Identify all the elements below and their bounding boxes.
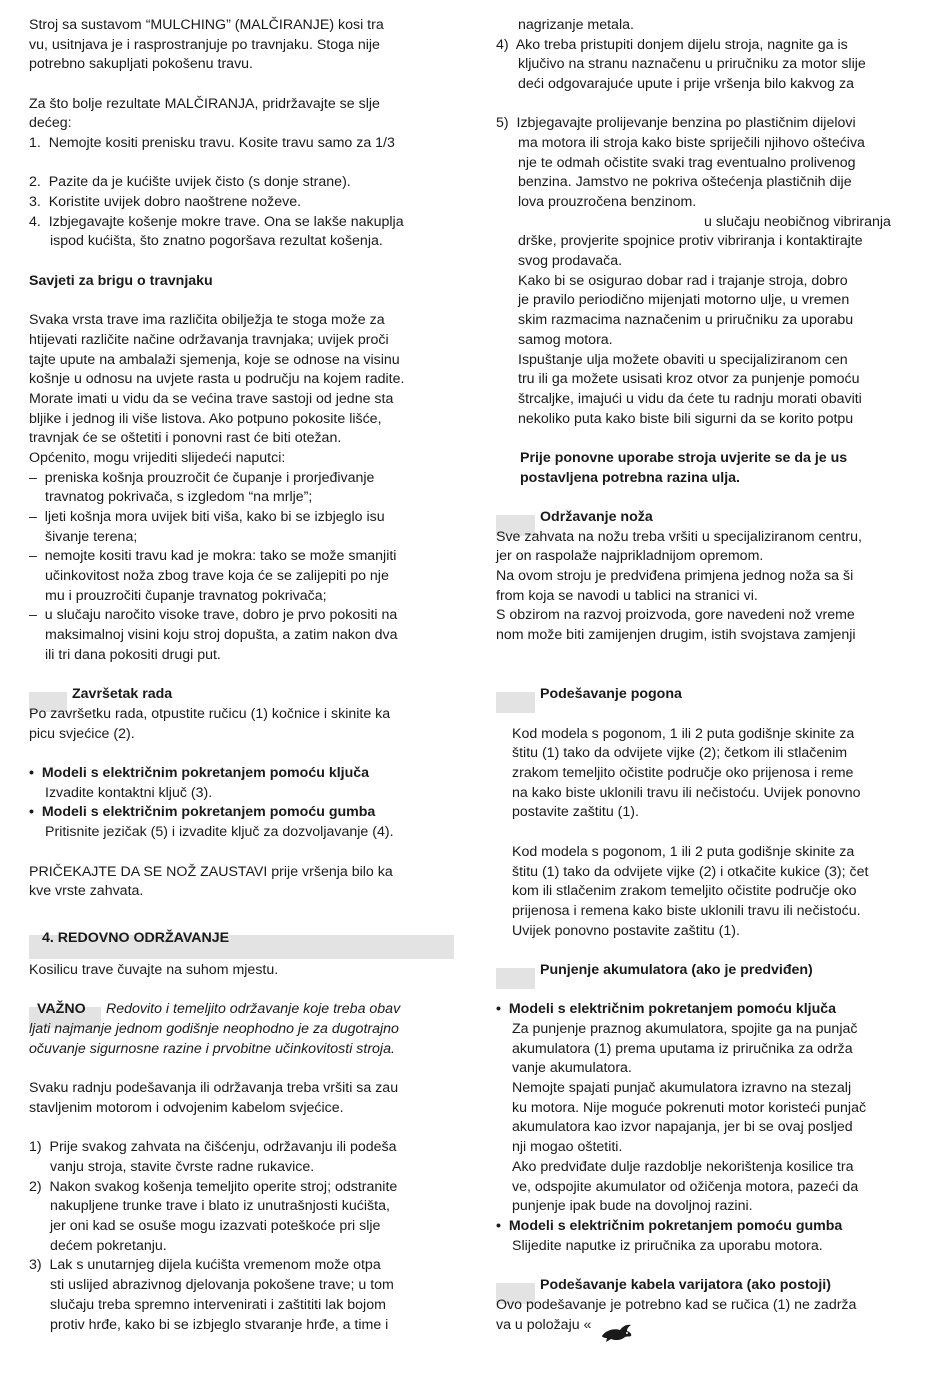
left-text-line: – u slučaju naročito visoke trave, dobro je prvo pokositi na xyxy=(29,607,398,623)
right-text-line: štitu (1) tako da odvijete vijke (2); četkom ili stlačenim xyxy=(512,745,848,761)
right-text-line: benzina. Jamstvo ne pokriva oštećenja plastičnih dije xyxy=(518,174,852,190)
right-text-line: Slijedite naputke iz priručnika za uporabu motora. xyxy=(512,1238,823,1254)
left-text-line: 4. REDOVNO ODRŽAVANJE xyxy=(42,930,230,946)
left-text-line: ispod kućišta, što znatno pogoršava rezultat košenja. xyxy=(50,233,383,249)
left-text-line: – nemojte kositi travu kad je mokra: tako se može smanjiti xyxy=(29,548,397,564)
left-text-line: Savjeti za brigu o travnjaku xyxy=(29,273,213,289)
right-text-line: postavite zaštitu (1). xyxy=(512,804,639,820)
right-text-line: Nemojte spajati punjač akumulatora izravno na stezalj xyxy=(512,1080,852,1096)
right-text-line: 4) Ako treba pristupiti donjem dijelu stroja, nagnite ga is xyxy=(496,37,848,53)
left-text-line: PRIČEKAJTE DA SE NOŽ ZAUSTAVI prije vršenja bilo ka xyxy=(29,864,393,880)
right-text-line: je pravilo periodično mijenjati motorno ulje, u vremen xyxy=(518,292,850,308)
left-text-line: šivanje terena; xyxy=(45,529,138,545)
left-text-line: vu, usitnjava je i rasprostranjuje po travnjaku. Stoga nije xyxy=(29,37,380,53)
left-text-line: Izvadite kontaktni ključ (3). xyxy=(45,785,213,801)
left-text-line: Svaka vrsta trave ima različita obilježja te stoga može za xyxy=(29,312,385,328)
left-text-line: 4. Izbjegavajte košenje mokre trave. Ona se lakše nakuplja xyxy=(29,214,404,230)
left-text-line: Općenito, mogu vrijediti slijedeći naputci: xyxy=(29,450,286,466)
left-text-line: maksimalnoj visini koju stroj dopušta, a zatim nakon dva xyxy=(45,627,398,643)
left-text-line: vanju stroja, stavite čvrste radne rukavice. xyxy=(50,1159,315,1175)
left-text-line: dećeg: xyxy=(29,115,72,131)
right-text-line: svog prodavača. xyxy=(518,253,623,269)
left-text-line: htijevati različite načine održavanja travnjaka; uvijek proči xyxy=(29,332,389,348)
right-text-line: zrakom temeljito očistite područje oko prijenosa i reme xyxy=(512,765,854,781)
left-text-line: travnjak će se oštetiti i ponovni rast će biti otežan. xyxy=(29,430,342,446)
right-text-line: Ispuštanje ulja možete obaviti u specijaliziranom cen xyxy=(518,352,848,368)
right-text-line: va u položaju « xyxy=(496,1317,592,1333)
left-text-line: sti uslijed abrazivnog djelovanja pokošene trave; u tom xyxy=(50,1277,394,1293)
section-marker-pogon xyxy=(496,692,535,713)
left-text-line: picu svjećice (2). xyxy=(29,726,135,742)
rabbit-icon xyxy=(600,1322,634,1344)
right-text-line: nje te odmah očistite svaki trag eventualno prolivenog xyxy=(518,155,856,171)
right-text-line: akumulatora (1) prema uputama iz priručnika za održa xyxy=(512,1041,853,1057)
left-text-line: – preniska košnja prouzročit će čupanje i prorjeđivanje xyxy=(29,470,375,486)
left-text-line: VAŽNO xyxy=(37,1001,86,1017)
left-text-line: 1) Prije svakog zahvata na čišćenju, održavanju ili podeša xyxy=(29,1139,397,1155)
left-text-line: 2) Nakon svakog košenja temeljito operite stroj; odstranite xyxy=(29,1179,398,1195)
right-text-line: • Modeli s električnim pokretanjem pomoću gumba xyxy=(496,1218,843,1234)
left-text-line: Po završetku rada, otpustite ručicu (1) kočnice i skinite ka xyxy=(29,706,391,722)
right-text-line: nekoliko puta kako biste bili sigurni da se korito potpu xyxy=(518,411,854,427)
right-text-line: jer on raspolaže najprikladnijom opremom. xyxy=(496,548,764,564)
right-text-line: Sve zahvata na nožu treba vršiti u specijaliziranom centru, xyxy=(496,529,862,545)
right-text-line: Uvijek ponovno postavite zaštitu (1). xyxy=(512,923,740,939)
right-text-line: ve, odspojite akumulator od ožičenja motora, pazeći da xyxy=(512,1179,859,1195)
left-text-line: Pritisnite jezičak (5) i izvadite ključ za dozvoljavanje (4). xyxy=(45,824,394,840)
left-text-line: 3. Koristite uvijek dobro naoštrene noževe. xyxy=(29,194,302,210)
right-text-line: ključivo na stranu naznačenu u priručniku za motor slije xyxy=(518,56,866,72)
left-text-line: Stroj sa sustavom “MULCHING” (MALČIRANJE) kosi tra xyxy=(29,17,384,33)
right-text-line: Kod modela s pogonom, 1 ili 2 puta godišnje skinite za xyxy=(512,844,855,860)
right-text-line: Održavanje noža xyxy=(540,509,653,525)
right-text-line: samog motora. xyxy=(518,332,613,348)
right-text-line: punjenje ipak bude na dovoljnoj razini. xyxy=(512,1198,753,1214)
right-text-line: Kako bi se osigurao dobar rad i trajanje stroja, dobro xyxy=(518,273,848,289)
left-text-line: Morate imati u vidu da se većina trave sastoji od jedne sta xyxy=(29,391,394,407)
left-text-line: tajte upute na ambalaži sjemenja, koje se odnose na visinu xyxy=(29,352,400,368)
right-text-line: Prije ponovne uporabe stroja uvjerite se da je us xyxy=(520,450,848,466)
right-text-line: from koja se navodi u tablici na stranici vi. xyxy=(496,588,758,604)
left-text-line: košnje u odnosu na uvjete rasta u području na kojem radite. xyxy=(29,371,405,387)
right-text-line: S obzirom na razvoj proizvoda, gore navedeni nož vreme xyxy=(496,607,855,623)
left-text-line: bljike i jednog ili više listova. Ako potpuno pokosite lišće, xyxy=(29,411,382,427)
right-text-line: kom ili stlačenim zrakom temeljito očistite područje oko xyxy=(512,883,857,899)
left-text-line: učinkovitost noža zbog trave koja će se zalijepiti po nje xyxy=(45,568,389,584)
left-text-line: jer oni kad se osuše mogu izazvati poteškoće pri slje xyxy=(50,1218,381,1234)
right-text-line: • Modeli s električnim pokretanjem pomoću ključa xyxy=(496,1001,837,1017)
left-text-line: travnatog pokrivača, s izgledom “na mrlje”; xyxy=(45,489,313,505)
right-text-line: nji mogao oštetiti. xyxy=(512,1139,623,1155)
left-text-line: • Modeli s električnim pokretanjem pomoću gumba xyxy=(29,804,376,820)
right-text-line: Na ovom stroju je predviđena primjena jednog noža sa ši xyxy=(496,568,854,584)
left-text-line: Za što bolje rezultate MALČIRANJA, pridržavajte se slje xyxy=(29,96,380,112)
right-text-line: u slučaju neobičnog vibriranja xyxy=(704,214,891,230)
right-text-line: ma motora ili stroja kako biste spriječili njihovo oštećiva xyxy=(518,135,865,151)
left-text-line: očuvanje sigurnosne razine i prvobitne učinkovitosti stroja. xyxy=(29,1041,395,1057)
left-text-line: Svaku radnju podešavanja ili održavanja treba vršiti sa zau xyxy=(29,1080,399,1096)
right-text-line: 5) Izbjegavajte prolijevanje benzina po plastičnim dijelovi xyxy=(496,115,856,131)
right-text-line: ku motora. Nije moguće pokrenuti motor koristeći punjač xyxy=(512,1100,867,1116)
right-text-line: Podešavanje pogona xyxy=(540,686,682,702)
right-text-line: Punjenje akumulatora (ako je predviđen) xyxy=(540,962,813,978)
left-text-line: kve vrste zahvata. xyxy=(29,883,144,899)
left-text-line: nakupljene trunke trave i blato iz unutrašnjosti kućišta, xyxy=(50,1198,390,1214)
left-text-line: • Modeli s električnim pokretanjem pomoću ključa xyxy=(29,765,370,781)
left-text-line: ljati najmanje jednom godišnje neophodno je za dugotrajno xyxy=(29,1021,399,1037)
right-text-line: vanje akumulatora. xyxy=(512,1060,632,1076)
left-text-line: 2. Pazite da je kućište uvijek čisto (s donje strane). xyxy=(29,174,351,190)
left-text-line: dećem pokretanju. xyxy=(50,1238,167,1254)
right-text-line: skim razmacima naznačenim u priručniku za uporabu xyxy=(518,312,854,328)
right-text-line: prijenosa i remena kako biste uklonili travu ili nečistoću. xyxy=(512,903,861,919)
right-text-line: Podešavanje kabela varijatora (ako postoji) xyxy=(540,1277,831,1293)
section-marker-akumulator xyxy=(496,968,535,989)
right-text-line: na kako biste uklonili travu ili nečistoću. Uvijek ponovno xyxy=(512,785,861,801)
left-text-line: ili tri dana pokositi drugi put. xyxy=(45,647,221,663)
right-text-line: štitu (1) tako da odvijete vijke (2) i otkačite kukice (3); čet xyxy=(512,864,869,880)
left-text-line: 1. Nemojte kositi prenisku travu. Kosite travu samo za 1/3 xyxy=(29,135,395,151)
right-text-line: štrcaljke, imajući u vidu da ćete tu radnju morati obaviti xyxy=(518,391,862,407)
right-text-line: nagrizanje metala. xyxy=(518,17,634,33)
right-text-line: lova prouzročena benzinom. xyxy=(518,194,697,210)
left-text-line: Završetak rada xyxy=(72,686,173,702)
left-text-line: stavljenim motorom i odvojenim kabelom svjećice. xyxy=(29,1100,344,1116)
left-text-line: slučaju treba spremno intervenirati i zaštititi lak bojom xyxy=(50,1297,386,1313)
right-text-line: nom može biti zamijenjen drugim, istih svojstava zamjenji xyxy=(496,627,856,643)
right-text-line: akumulatora kao izvor napajanja, jer bi se ovaj posljed xyxy=(512,1119,853,1135)
right-text-line: Za punjenje praznog akumulatora, spojite ga na punjač xyxy=(512,1021,858,1037)
right-text-line: Ovo podešavanje je potrebno kad se ručica (1) ne zadrža xyxy=(496,1297,857,1313)
left-text-line: 3) Lak s unutarnjeg dijela kućišta vremenom može otpa xyxy=(29,1257,381,1273)
left-text-line: Redovito i temeljito održavanje koje treba obav xyxy=(106,1001,401,1017)
left-text-line: potrebno sakupljati pokošenu travu. xyxy=(29,56,253,72)
left-text-line: mu i prouzročiti čupanje travnatog pokrivača; xyxy=(45,588,327,604)
left-text-line: protiv hrđe, kako bi se izbjeglo stvaranje hrđe, a time i xyxy=(50,1317,389,1333)
right-text-line: tru ili ga možete usisati kroz otvor za punjenje pomoću xyxy=(518,371,860,387)
left-text-line: – ljeti košnja mora uvijek biti viša, kako bi se izbjeglo isu xyxy=(29,509,385,525)
right-text-line: drške, provjerite spojnice protiv vibriranja i kontaktirajte xyxy=(518,233,863,249)
right-text-line: Kod modela s pogonom, 1 ili 2 puta godišnje skinite za xyxy=(512,726,855,742)
right-text-line: postavljena potrebna razina ulja. xyxy=(520,470,740,486)
left-text-line: Kosilicu trave čuvajte na suhom mjestu. xyxy=(29,962,279,978)
right-text-line: Ako predviđate dulje razdoblje nekorištenja kosilice tra xyxy=(512,1159,854,1175)
right-text-line: deći odgovarajuće upute i prije vršenja bilo kakvog za xyxy=(518,76,854,92)
